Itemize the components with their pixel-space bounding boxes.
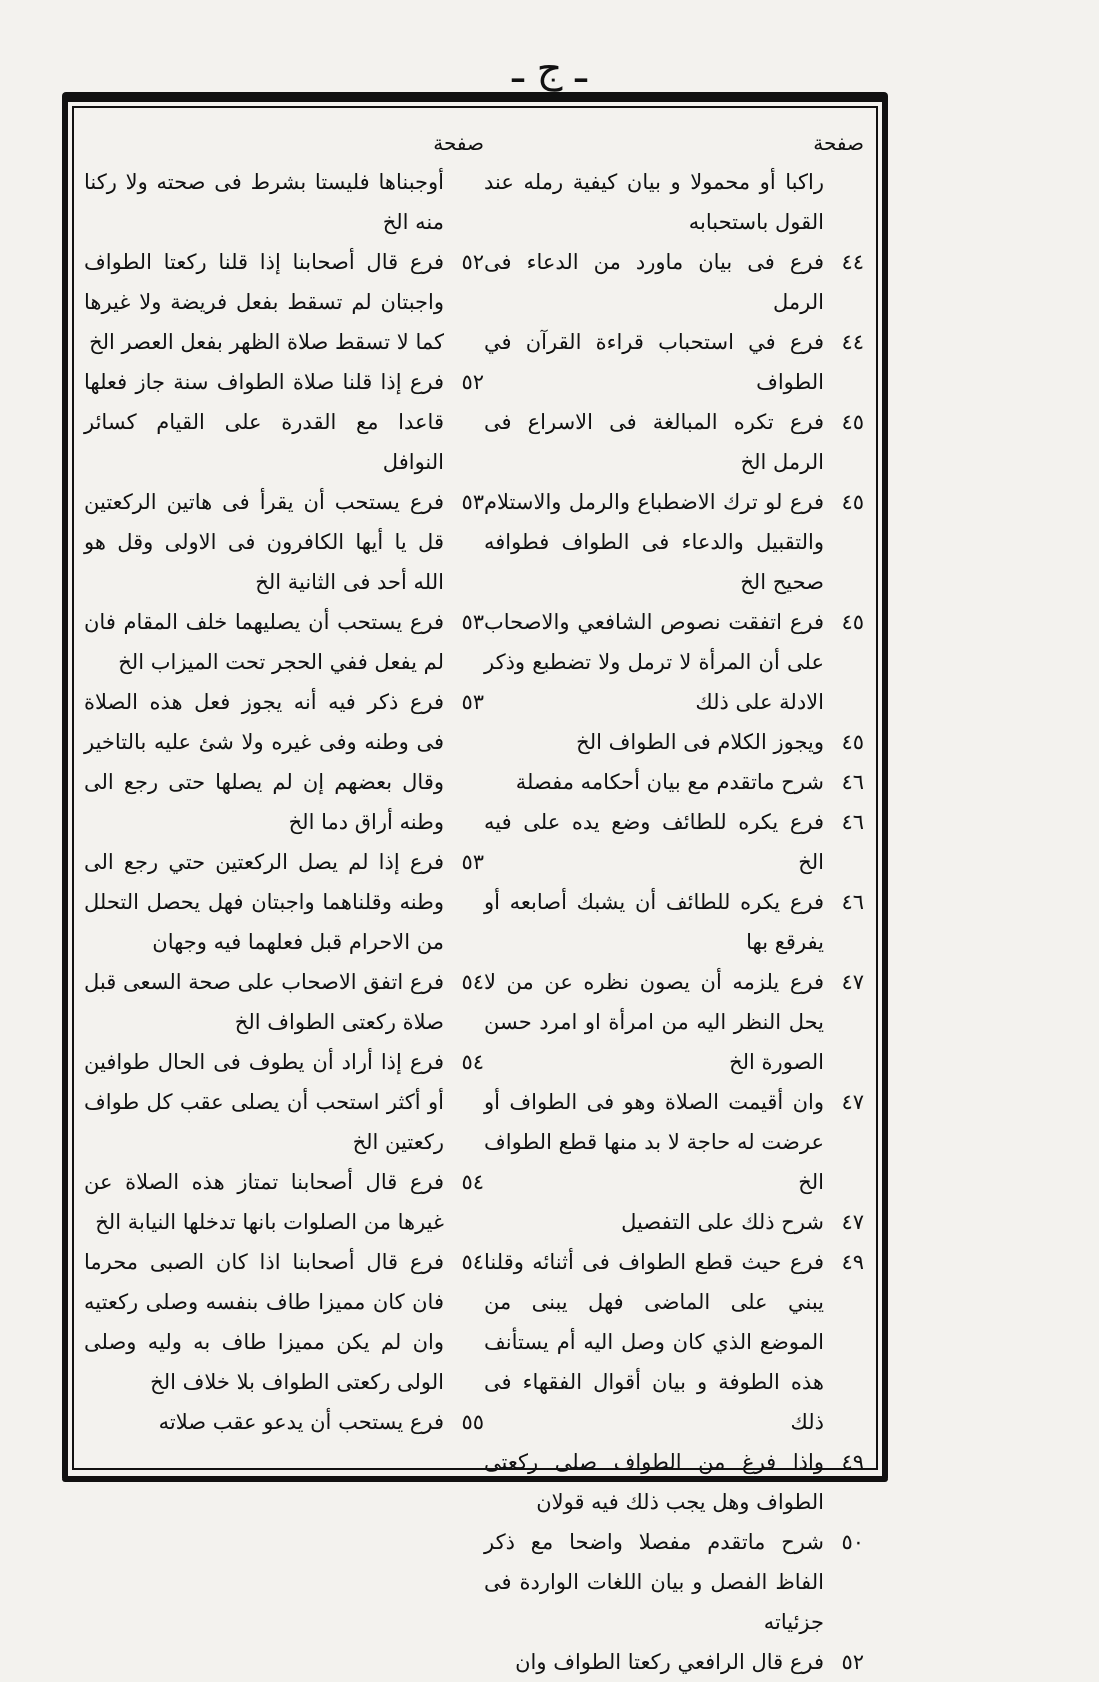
toc-page-number: ٥٤ bbox=[461, 1170, 484, 1194]
toc-entry bbox=[84, 482, 484, 602]
toc-entry bbox=[84, 962, 484, 1042]
toc-entry bbox=[484, 762, 864, 802]
toc-entry bbox=[484, 722, 864, 762]
toc-entry bbox=[84, 842, 484, 962]
toc-page-number: ٤٤ bbox=[841, 250, 864, 274]
toc-page-number: ٥٢ bbox=[841, 1650, 864, 1674]
toc-page-number: ٤٦ bbox=[841, 770, 864, 794]
page-number: ـ ج ـ bbox=[512, 46, 587, 92]
toc-page-number: ٤٩ bbox=[841, 1450, 864, 1474]
toc-entry-text: شرح ماتقدم مع بيان أحكامه مفصلة bbox=[515, 770, 824, 794]
toc-page-number: ٤٤ bbox=[841, 330, 864, 354]
toc-entry bbox=[84, 242, 484, 362]
toc-entry-text: واذا فرغ من الطواف صلى ركعتى الطواف وهل يجب ذلك فيه قولان bbox=[484, 1450, 824, 1514]
toc-entry-text: فرع إذا قلنا صلاة الطواف سنة جاز فعلها قاعدا مع القدرة على القيام كسائر النوافل bbox=[84, 370, 444, 474]
toc-page-number: ٥٢ bbox=[461, 250, 484, 274]
toc-entry-text: فرع يلزمه أن يصون نظره عن من لا يحل النظر اليه من امرأة او امرد حسن الصورة الخ bbox=[484, 970, 824, 1074]
toc-entry-text: فرع إذا لم يصل الركعتين حتي رجع الى وطنه وقلناهما واجبتان فهل يحصل التحلل من الاحرام قبل فعلهما فيه وجهان bbox=[84, 850, 444, 954]
toc-entry bbox=[484, 802, 864, 882]
toc-page-number: ٥٣ bbox=[461, 610, 484, 634]
toc-page-number: ٥٣ bbox=[461, 690, 484, 714]
toc-page-number: ٥٣ bbox=[461, 490, 484, 514]
toc-page-number: ٤٧ bbox=[841, 970, 864, 994]
page-column-header: صفحة bbox=[433, 131, 484, 155]
toc-entry bbox=[484, 1522, 864, 1642]
toc-entry-text: فرع لو ترك الاضطباع والرمل والاستلام والتقبيل والدعاء فى الطواف فطوافه صحيح الخ bbox=[484, 490, 824, 594]
toc-entry bbox=[84, 362, 484, 482]
toc-entry bbox=[484, 162, 864, 242]
toc-entry-text: فرع يستحب أن يصليهما خلف المقام فان لم يفعل ففي الحجر تحت الميزاب الخ bbox=[84, 610, 444, 674]
toc-entry bbox=[84, 682, 484, 842]
toc-entry-text: فرع يكره للطائف وضع يده على فيه الخ bbox=[484, 810, 824, 874]
right-column bbox=[484, 128, 864, 1682]
toc-entry-text: فرع يستحب أن يدعو عقب صلاته bbox=[158, 1410, 444, 1434]
toc-entry bbox=[484, 1202, 864, 1242]
toc-entry bbox=[484, 1642, 864, 1682]
toc-page-number: ٤٥ bbox=[841, 730, 864, 754]
toc-entry bbox=[484, 882, 864, 962]
page-frame bbox=[62, 92, 888, 1674]
toc-entry bbox=[84, 1162, 484, 1242]
toc-entry bbox=[484, 322, 864, 402]
toc-entry bbox=[84, 1042, 484, 1162]
toc-entry-text: فرع قال أصحابنا اذا كان الصبى محرما فان كان مميزا طاف بنفسه وصلى ركعتيه وان لم يكن مميزا طاف به وليه وصلى الولى ركعتى الطواف بلا خلاف الخ bbox=[84, 1250, 444, 1394]
page-column-header: صفحة bbox=[813, 131, 864, 155]
right-border bbox=[882, 98, 888, 1478]
toc-entry-text: فرع ذكر فيه أنه يجوز فعل هذه الصلاة فى وطنه وفى غيره ولا شئ عليه بالتاخير وقال بعضهم إن لم يصلها حتى رجع الى وطنه أراق دما الخ bbox=[84, 690, 444, 834]
toc-page-number: ٤٦ bbox=[841, 890, 864, 914]
toc-entry bbox=[484, 242, 864, 322]
toc-entry-text: شرح ماتقدم مفصلا واضحا مع ذكر الفاظ الفصل و بيان اللغات الواردة فى جزئياته bbox=[484, 1530, 824, 1634]
toc-entry-text: ويجوز الكلام فى الطواف الخ bbox=[576, 730, 824, 754]
toc-entry bbox=[84, 602, 484, 682]
left-border-thin bbox=[72, 108, 74, 1468]
toc-entry-text: فرع اتفقت نصوص الشافعي والاصحاب على أن المرأة لا ترمل ولا تضطبع وذكر الادلة على ذلك bbox=[484, 610, 824, 714]
toc-entry bbox=[84, 1402, 484, 1442]
toc-entry bbox=[484, 1082, 864, 1202]
toc-entry-text: وان أقيمت الصلاة وهو فى الطواف أو عرضت له حاجة لا بد منها قطع الطواف الخ bbox=[484, 1090, 824, 1194]
toc-page-number: ٥٥ bbox=[461, 1410, 484, 1434]
toc-entry bbox=[484, 1242, 864, 1442]
toc-page-number: ٥٤ bbox=[461, 1050, 484, 1074]
toc-entry-text: فرع تكره المبالغة فى الاسراع فى الرمل الخ bbox=[484, 410, 824, 474]
toc-page-number: ٥٣ bbox=[461, 850, 484, 874]
toc-entry-text: فرع يستحب أن يقرأ فى هاتين الركعتين قل يا أيها الكافرون فى الاولى وقل هو الله أحد فى الثانية الخ bbox=[84, 490, 444, 594]
toc-entry-text: راكبا أو محمولا و بيان كيفية رمله عند القول باستحبابه bbox=[484, 170, 824, 234]
toc-page-number: ٤٩ bbox=[841, 1250, 864, 1274]
toc-entry bbox=[84, 1242, 484, 1402]
toc-entry-text: فرع قال أصحابنا تمتاز هذه الصلاة عن غيرها من الصلوات بانها تدخلها النيابة الخ bbox=[84, 1170, 444, 1234]
toc-entry-text: أوجبناها فليستا بشرط فى صحته ولا ركنا منه الخ bbox=[84, 170, 444, 234]
toc-entry bbox=[484, 1442, 864, 1522]
toc-entry bbox=[484, 962, 864, 1082]
toc-entry bbox=[484, 602, 864, 722]
toc-entry bbox=[484, 402, 864, 482]
toc-page-number: ٤٦ bbox=[841, 810, 864, 834]
toc-page-number: ٥٠ bbox=[841, 1530, 864, 1554]
toc-entry-text: فرع في استحباب قراءة القرآن في الطواف bbox=[484, 330, 824, 394]
toc-page-number: ٥٤ bbox=[461, 1250, 484, 1274]
toc-page-number: ٤٥ bbox=[841, 610, 864, 634]
toc-entry-text: فرع إذا أراد أن يطوف فى الحال طوافين أو أكثر استحب أن يصلى عقب كل طواف ركعتين الخ bbox=[84, 1050, 444, 1154]
toc-page-number: ٤٥ bbox=[841, 410, 864, 434]
top-rule-thin bbox=[72, 106, 878, 108]
toc-entry-text: فرع فى بيان ماورد من الدعاء فى الرمل bbox=[484, 250, 824, 314]
toc-entry bbox=[484, 482, 864, 602]
toc-page-number: ٤٧ bbox=[841, 1210, 864, 1234]
toc-page-number: ٥٢ bbox=[461, 370, 484, 394]
toc-page-number: ٤٧ bbox=[841, 1090, 864, 1114]
left-column bbox=[84, 128, 484, 1442]
right-border-thin bbox=[876, 108, 878, 1468]
toc-list bbox=[484, 162, 864, 1682]
toc-page-number: ٤٥ bbox=[841, 490, 864, 514]
left-border bbox=[62, 98, 68, 1478]
toc-entry-text: فرع حيث قطع الطواف فى أثنائه وقلنا يبني على الماضى فهل يبنى من الموضع الذي كان وصل اليه أم يستأنف هذه الطوفة و بيان أقوال الفقهاء فى ذلك bbox=[484, 1250, 824, 1434]
toc-entry-text: شرح ذلك على التفصيل bbox=[621, 1210, 824, 1234]
toc-page-number: ٥٤ bbox=[461, 970, 484, 994]
toc-entry-text: فرع يكره للطائف أن يشبك أصابعه أو يفرقع بها bbox=[484, 890, 824, 954]
top-rule bbox=[62, 92, 888, 102]
toc-entry-text: فرع قال الرافعي ركعتا الطواف وان bbox=[515, 1650, 824, 1674]
toc-entry-text: فرع اتفق الاصحاب على صحة السعى قبل صلاة ركعتى الطواف الخ bbox=[84, 970, 444, 1034]
toc-entry-text: فرع قال أصحابنا إذا قلنا ركعتا الطواف واجبتان لم تسقط بفعل فريضة ولا غيرها كما لا تسقط صلاة الظهر بفعل العصر الخ bbox=[84, 250, 444, 354]
toc-list bbox=[84, 162, 484, 1442]
toc-entry bbox=[84, 162, 484, 242]
